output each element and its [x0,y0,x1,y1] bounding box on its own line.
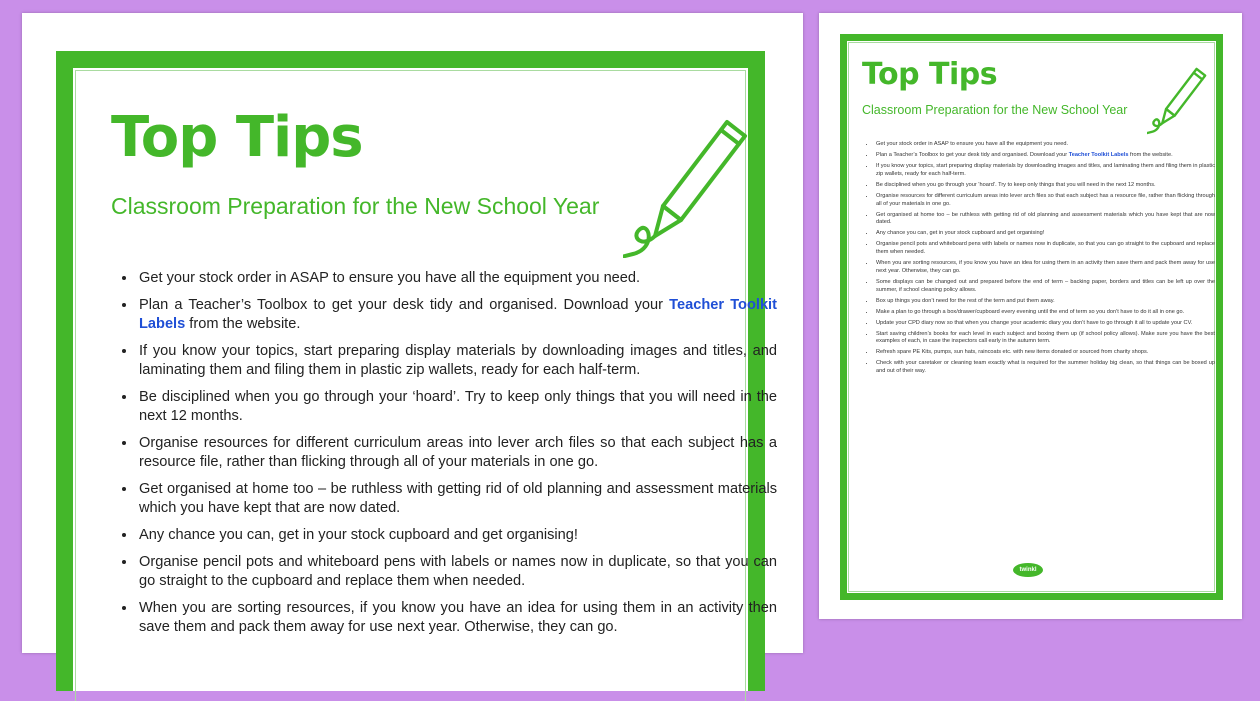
teacher-toolkit-labels-link[interactable]: Teacher Toolkit Labels [139,297,777,332]
list-item: • Be disciplined when you go through your ‘hoard’. Try to keep only things that you will need in the next 12 months. [875,182,1215,190]
tips-list [865,141,1215,379]
list-item: • Any chance you can, get in your stock cupboard and get organising! [137,526,777,545]
page-title: Top Tips [111,105,363,170]
list-item: • Start saving children’s books for each level in each subject and boxing them up (if school policy allows). Make sure you have the best examples of each, in case the inspectors call early in the autumn term. [875,331,1215,347]
list-item: • Be disciplined when you go through your ‘hoard’. Try to keep only things that you will need in the next 12 months. [137,388,777,426]
list-item: • If you know your topics, start preparing display materials by downloading images and titles, and laminating them and filing them in plastic zip wallets, ready for each half-term. [137,342,777,380]
large-page-frame [56,51,777,691]
list-item: • Box up things you don’t need for the rest of the term and put them away. [875,298,1215,306]
list-item: • Make a plan to go through a box/drawer/cupboard every evening until the end of term so you don’t have to do it all in one go. [875,309,1215,317]
twinkl-logo: twinkl [1013,563,1043,577]
list-item: • Any chance you can, get in your stock cupboard and get organising! [875,230,1215,238]
list-item: • When you are sorting resources, if you know you have an idea for using them in an activity then save them and pack them away for use next year. Otherwise, they can go. [137,599,777,637]
list-item: • If you know your topics, start preparing display materials by downloading images and titles, and laminating them and filing them in plastic zip wallets, ready for each half-term. [875,163,1215,179]
page-subtitle: Classroom Preparation for the New School Year [111,193,600,219]
pencil-icon [623,108,753,258]
list-item: • Get organised at home too – be ruthless with getting rid of old planning and assessment materials which you have kept that are now dated. [137,480,777,518]
list-item: • Plan a Teacher’s Toolbox to get your desk tidy and organised. Download your Teacher Toolkit Labels from the website. [875,152,1215,160]
list-item: • Get your stock order in ASAP to ensure you have all the equipment you need. [875,141,1215,149]
tips-list [115,269,777,645]
list-item: • Get organised at home too – be ruthless with getting rid of old planning and assessment materials which you have kept that are now dated. [875,212,1215,228]
list-item: • Get your stock order in ASAP to ensure you have all the equipment you need. [137,269,777,288]
list-item: • Update your CPD diary now so that when you change your academic diary you don’t have to go through it all to update your CV. [875,320,1215,328]
list-item: • Refresh spare PE Kits, pumps, sun hats, raincoats etc. with new items donated or sourced from charity shops. [875,349,1215,357]
list-item: • Check with your caretaker or cleaning team exactly what is required for the summer holiday big clean, so that things can be boxed up and out of their way. [875,360,1215,376]
page-subtitle: Classroom Preparation for the New School Year [862,103,1128,117]
teacher-toolkit-labels-link[interactable]: Teacher Toolkit Labels [1068,151,1129,158]
large-page-preview [22,13,803,653]
small-page-frame [840,34,1223,600]
list-item: • Plan a Teacher’s Toolbox to get your desk tidy and organised. Download your Teacher Toolkit Labels from the website. [137,296,777,334]
list-item: • Organise resources for different curriculum areas into lever arch files so that each subject has a resource file, rather than flicking through all of your materials in one go. [875,193,1215,209]
list-item: • Organise pencil pots and whiteboard pens with labels or names now in duplicate, so that you can go straight to the cupboard and replace them when needed. [875,241,1215,257]
list-item: • Organise resources for different curriculum areas into lever arch files so that each subject has a resource file, rather than flicking through all of your materials in one go. [137,434,777,472]
small-page-preview [819,13,1242,619]
list-item: • Organise pencil pots and whiteboard pens with labels or names now in duplicate, so that you can go straight to the cupboard and replace them when needed. [137,553,777,591]
page-title: Top Tips [862,57,998,92]
pencil-icon [1147,59,1209,137]
list-item: • Some displays can be changed out and prepared before the end of term – backing paper, borders and titles can be left up over the summer, if school cleaning policy allows. [875,279,1215,295]
list-item: • When you are sorting resources, if you know you have an idea for using them in an activity then save them and pack them away for use next year. Otherwise, they can go. [875,260,1215,276]
